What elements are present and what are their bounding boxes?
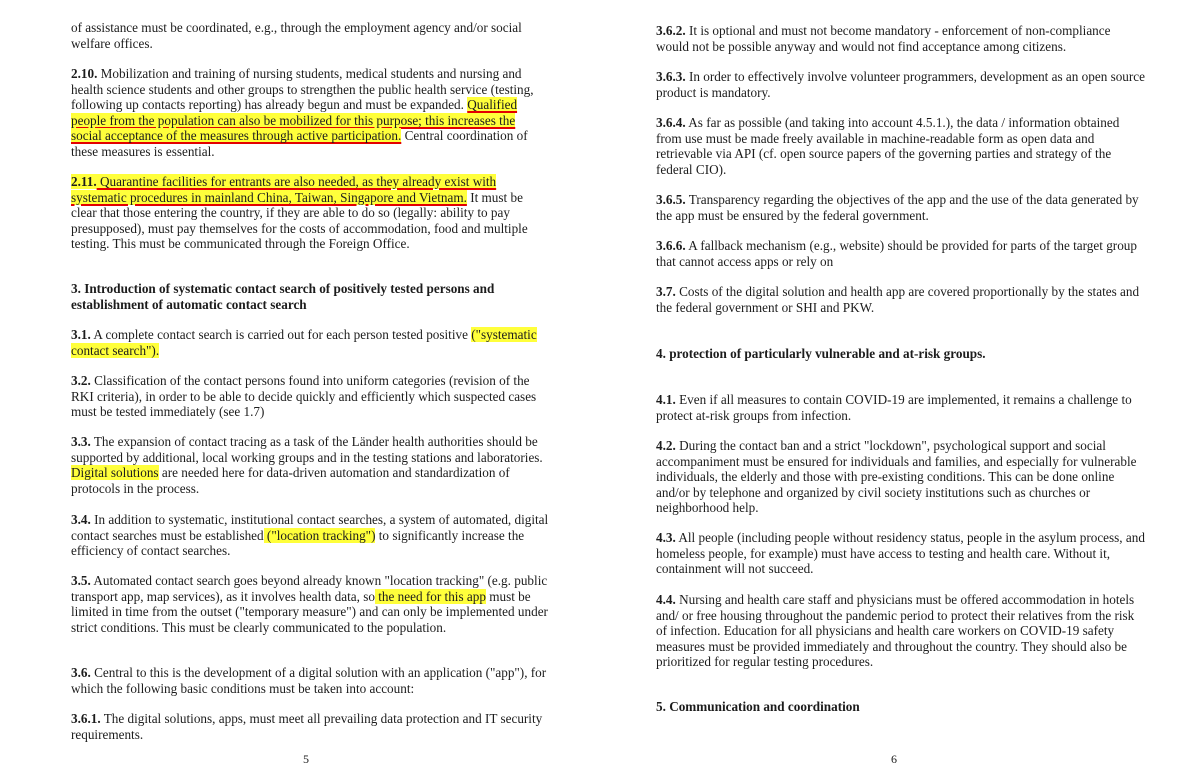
paragraph-3-6-4: 3.6.4. As far as possible (and taking into account 4.5.1.), the data / information obtained from use must be made freely available in machine-readable form as open data and retrievable via API (cf. open source papers of the governing parties and strategy of the federal CIO). [656,115,1120,177]
paragraph-continuation: of assistance must be coordinated, e.g., through the employment agency and/or social welfare offices. [71,20,522,51]
paragraph-4-2: 4.2. During the contact ban and a strict "lockdown", psychological support and social accompaniment must be ensured for individuals and families, and especially for vulnerable individuals, the elderly and those with pre-existing conditions. This can be done online and/or by telephone and organized by civil society institutions such as churches or neighborhood help. [656,438,1137,516]
section-number: 3.5. [71,573,91,588]
paragraph-4-3: 4.3. All people (including people without residency status, people in the asylum process, and homeless people, for example) must have access to testing and health care. Without it, containment will not succeed. [656,530,1145,577]
paragraph-4-4: 4.4. Nursing and health care staff and physicians must be offered accommodation in hotels and/ or free housing throughout the pandemic period to protect their relatives from the risk of infection. Education for all physicians and health care workers on COVID-19 safety measures must be provided immediately and throughout the country. They should also be prioritized for regular testing procedures. [656,592,1135,670]
paragraph-4-1: 4.1. Even if all measures to contain COVID-19 are implemented, it remains a challenge to protect at-risk groups from infection. [656,392,1132,423]
section-number: 3.6.6. [656,238,686,253]
section-number: 3.6.1. [71,711,101,726]
paragraph-3-6-1: 3.6.1. The digital solutions, apps, must meet all prevailing data protection and IT security requirements. [71,711,543,742]
highlighted-text: ("location tracking") [263,527,376,543]
paragraph-3-6: 3.6. Central to this is the development of a digital solution with an application ("app"), for which the following basic conditions must be taken into account: [71,665,547,696]
section-number: 3.3. [71,434,91,449]
section-number: 3.6.5. [656,192,686,207]
section-number: 3.1. [71,327,91,342]
highlighted-text: the need for this app [374,588,486,604]
paragraph-3-2: 3.2. Classification of the contact persons found into uniform categories (revision of the RKI criteria), in order to be able to decide quickly and efficiently which suspected cases must be tested immediately (see 1.7) [71,373,537,420]
paragraph-3-3: 3.3. The expansion of contact tracing as a task of the Länder health authorities should be supported by additional, local working groups and in the testing stations and laboratories. Digital solutions are needed here for data-driven automation and standardization of protocols in the process. [71,434,543,496]
highlighted-text: Digital solutions [71,465,159,481]
paragraph-2-11: 2.11. Quarantine facilities for entrants are also needed, as they already exist with systematic procedures in mainland China, Taiwan, Singapore and Vietnam. It must be clear that those entering the country, if they are able to do so (legally: ability to pay presupposed), must pay themselves for the costs of accommodation, food and multiple testing. This must be communicated through the Foreign Office. [71,174,528,252]
section-number: 3.6.4. [656,115,686,130]
page-number: 5 [303,752,309,766]
section-number: 4.2. [656,438,676,453]
paragraph-3-7: 3.7. Costs of the digital solution and health app are covered proportionally by the states and the federal government or SHI and PKW. [656,284,1140,315]
section-heading-5: 5. Communication and coordination [656,699,860,714]
section-number: 3.6. [71,665,91,680]
section-number: 4.4. [656,592,676,607]
section-number: 2.10. [71,66,98,81]
highlighted-text: Qualified people from the population can also be mobilized for this purpose; this increases the social acceptance of the measures through active participation. [71,97,518,144]
paragraph-3-6-5: 3.6.5. Transparency regarding the objectives of the app and the use of the data generated by the app must be ensured by the federal government. [656,192,1139,223]
section-number: 3.6.2. [656,23,686,38]
paragraph-3-6-3: 3.6.3. In order to effectively involve volunteer programmers, development as an open source product is mandatory. [656,69,1145,100]
paragraph-3-6-6: 3.6.6. A fallback mechanism (e.g., website) should be provided for parts of the target group that cannot access apps or rely on [656,238,1137,269]
paragraph-2-10: 2.10. Mobilization and training of nursing students, medical students and nursing and health science students and other groups to strengthen the public health service (testing, following up contacts reporting) has already begun and must be expanded. Qualified people from the population can also be mobilized for this purpose; this increases the social acceptance of the measures through active participation. Central coordination of these measures is essential. [71,66,534,159]
section-heading-4: 4. protection of particularly vulnerable and at-risk groups. [656,346,986,361]
paragraph-3-5: 3.5. Automated contact search goes beyond already known "location tracking" (e.g. public transport app, map services), as it involves health data, so the need for this app must be limited in time from the outset ("temporary measure") and can only be implemented under strict conditions. This must be clearly communicated to the population. [71,573,548,635]
paragraph-3-4: 3.4. In addition to systematic, institutional contact searches, a system of automated, digital contact searches must be established ("location tracking") to significantly increase the efficiency of contact searches. [71,512,549,559]
section-number: 3.4. [71,512,91,527]
section-heading-3: 3. Introduction of systematic contact search of positively tested persons and establishment of automatic contact search [71,281,495,312]
section-number: 3.2. [71,373,91,388]
section-number: 4.1. [656,392,676,407]
section-number: 4.3. [656,530,676,545]
section-number: 3.6.3. [656,69,686,84]
page-number: 6 [891,752,897,766]
section-number: 3.7. [656,284,676,299]
paragraph-3-1: 3.1. A complete contact search is carried out for each person tested positive ("systematic contact search"). [71,327,537,358]
highlighted-text: ("systematic contact search"). [71,327,537,358]
paragraph-3-6-2: 3.6.2. It is optional and must not become mandatory - enforcement of non-compliance would not be possible anyway and would not find acceptance among citizens. [656,23,1111,54]
highlighted-text: Quarantine facilities for entrants are also needed, as they already exist with systematic procedures in mainland China, Taiwan, Singapore and Vietnam. [71,174,497,205]
section-number: 2.11. [71,174,97,189]
